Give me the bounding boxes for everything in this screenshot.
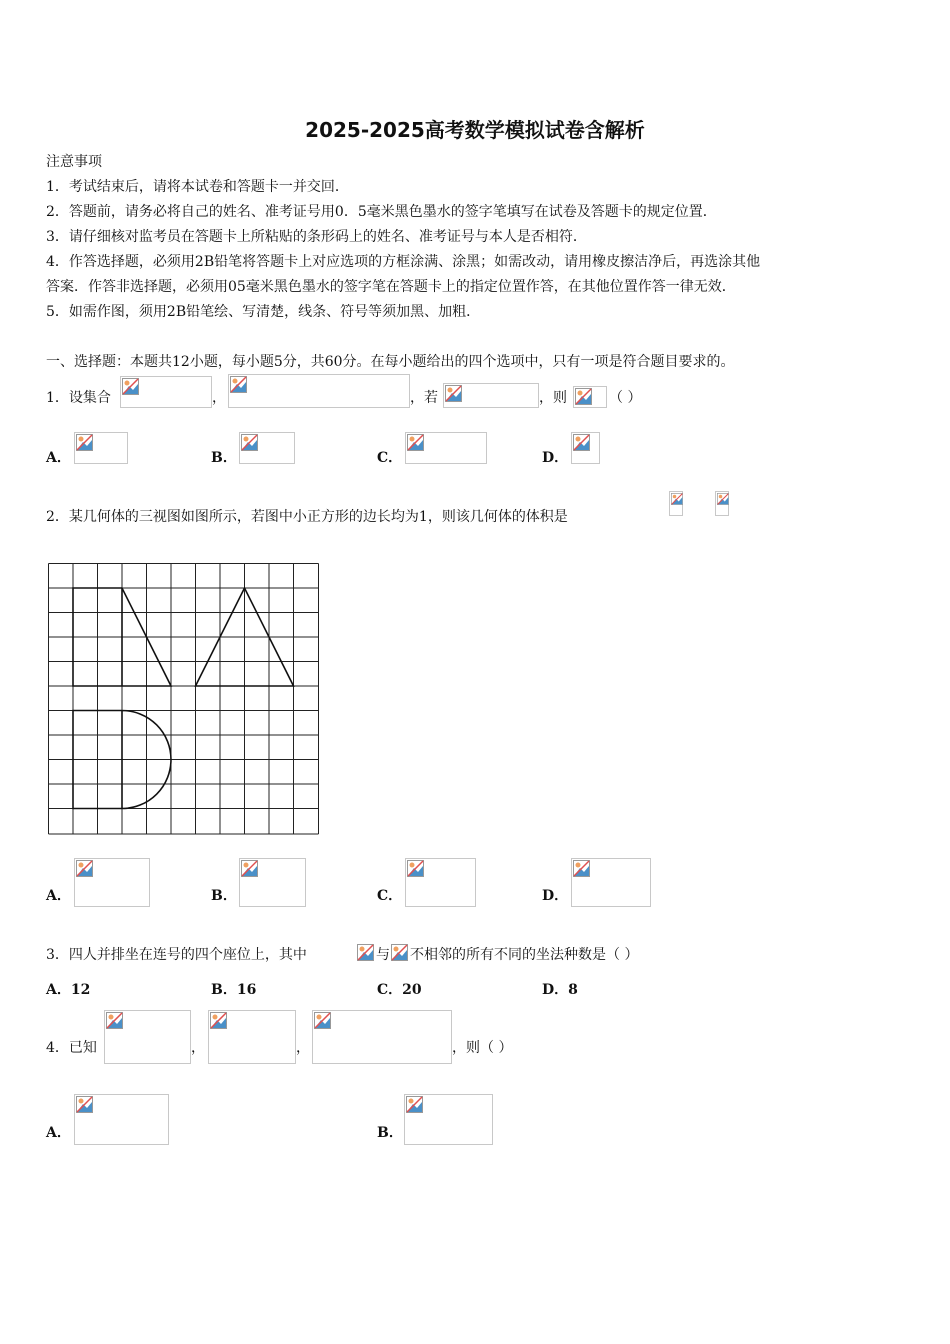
option-c-label: C． <box>377 888 403 904</box>
three-view-diagram <box>48 563 320 836</box>
broken-image-icon <box>76 1096 93 1113</box>
q3-option-b: B．16 <box>211 982 257 998</box>
q1-comma: ， <box>212 390 226 406</box>
broken-image-icon <box>391 944 408 961</box>
notice-item: 2．答题前，请务必将自己的姓名、准考证号用0．5毫米黑色墨水的签字笔填写在试卷及答题卡的规定位置． <box>46 204 717 220</box>
broken-image-icon <box>106 1012 123 1029</box>
q3-and: 与 <box>376 947 390 963</box>
option-b-label: B． <box>377 1125 403 1141</box>
broken-image-icon <box>314 1012 331 1029</box>
option-b-image <box>239 858 306 907</box>
formula-image <box>208 1010 296 1064</box>
q2-text: 2．某几何体的三视图如图所示，若图中小正方形的边长均为1，则该几何体的体积是 <box>46 509 568 525</box>
option-d-image <box>571 858 651 907</box>
option-c-image <box>405 858 476 907</box>
broken-image-icon <box>406 1096 423 1113</box>
broken-image-icon <box>671 493 683 505</box>
notice-item: 答案．作答非选择题，必须用05毫米黑色墨水的签字笔在答题卡上的指定位置作答，在其他位置作答一律无效． <box>46 279 736 295</box>
broken-image-icon <box>573 434 590 451</box>
broken-image-icon <box>241 434 258 451</box>
q4-suffix: ，则（ ） <box>452 1040 513 1056</box>
broken-image-icon <box>122 378 139 395</box>
option-a-label: A． <box>46 450 71 466</box>
broken-image-icon <box>407 860 424 877</box>
section-heading: 一、选择题：本题共12小题，每小题5分，共60分。在每小题给出的四个选项中，只有一项是符合题目要求的。 <box>46 354 735 370</box>
formula-image <box>312 1010 452 1064</box>
option-c-image <box>405 432 487 464</box>
broken-image-icon <box>407 434 424 451</box>
option-d-image <box>571 432 600 464</box>
formula-image <box>715 491 729 516</box>
option-a-label: A． <box>46 888 71 904</box>
q3-option-d: D．8 <box>542 982 578 998</box>
page-title: 2025-2025高考数学模拟试卷含解析 <box>305 118 645 142</box>
q4-comma: ， <box>191 1040 205 1056</box>
option-b-image <box>239 432 295 464</box>
broken-image-icon <box>445 385 462 402</box>
option-d-label: D． <box>542 888 569 904</box>
formula-image <box>104 1010 191 1064</box>
notice-item: 4．作答选择题，必须用2B铅笔将答题卡上对应选项的方框涂满、涂黑；如需改动，请用橡皮擦洁净后，再选涂其他 <box>46 254 761 270</box>
notice-heading: 注意事项 <box>46 154 102 170</box>
broken-image-icon <box>230 376 247 393</box>
broken-image-icon <box>210 1012 227 1029</box>
option-a-image <box>74 1094 169 1145</box>
broken-image-icon <box>241 860 258 877</box>
formula-image <box>573 386 607 408</box>
q3-option-c: C．20 <box>377 982 422 998</box>
formula-image <box>120 376 212 408</box>
option-b-label: B． <box>211 888 237 904</box>
broken-image-icon <box>717 493 729 505</box>
notice-item: 5．如需作图，须用2B铅笔绘、写清楚，线条、符号等须加黑、加粗． <box>46 304 481 320</box>
formula-image <box>443 383 539 408</box>
q3-suffix: 不相邻的所有不同的坐法种数是（ ） <box>410 947 639 963</box>
option-a-image <box>74 432 128 464</box>
q3-option-a: A．12 <box>46 982 91 998</box>
q3-prefix: 3．四人并排坐在连号的四个座位上，其中 <box>46 947 307 963</box>
broken-image-icon <box>76 860 93 877</box>
q4-prefix: 4．已知 <box>46 1040 97 1056</box>
notice-item: 3．请仔细核对监考员在答题卡上所粘贴的条形码上的姓名、准考证号与本人是否相符． <box>46 229 587 245</box>
option-a-image <box>74 858 150 907</box>
grid-lines <box>49 564 319 835</box>
notice-item: 1．考试结束后，请将本试卷和答题卡一并交回． <box>46 179 349 195</box>
option-b-label: B． <box>211 450 237 466</box>
q1-paren: （ ） <box>609 390 642 406</box>
q1-comma-then: ，则 <box>539 390 567 406</box>
broken-image-icon <box>573 860 590 877</box>
q4-comma: ， <box>296 1040 310 1056</box>
option-d-label: D． <box>542 450 569 466</box>
option-b-image <box>404 1094 493 1145</box>
option-a-label: A． <box>46 1125 71 1141</box>
formula-image <box>669 491 683 516</box>
q1-comma-if: ，若 <box>410 390 438 406</box>
broken-image-icon <box>76 434 93 451</box>
formula-image <box>390 943 410 963</box>
formula-image <box>228 374 410 408</box>
option-c-label: C． <box>377 450 403 466</box>
broken-image-icon <box>575 388 592 405</box>
q1-prefix: 1．设集合 <box>46 390 111 406</box>
formula-image <box>356 943 376 963</box>
broken-image-icon <box>357 944 374 961</box>
